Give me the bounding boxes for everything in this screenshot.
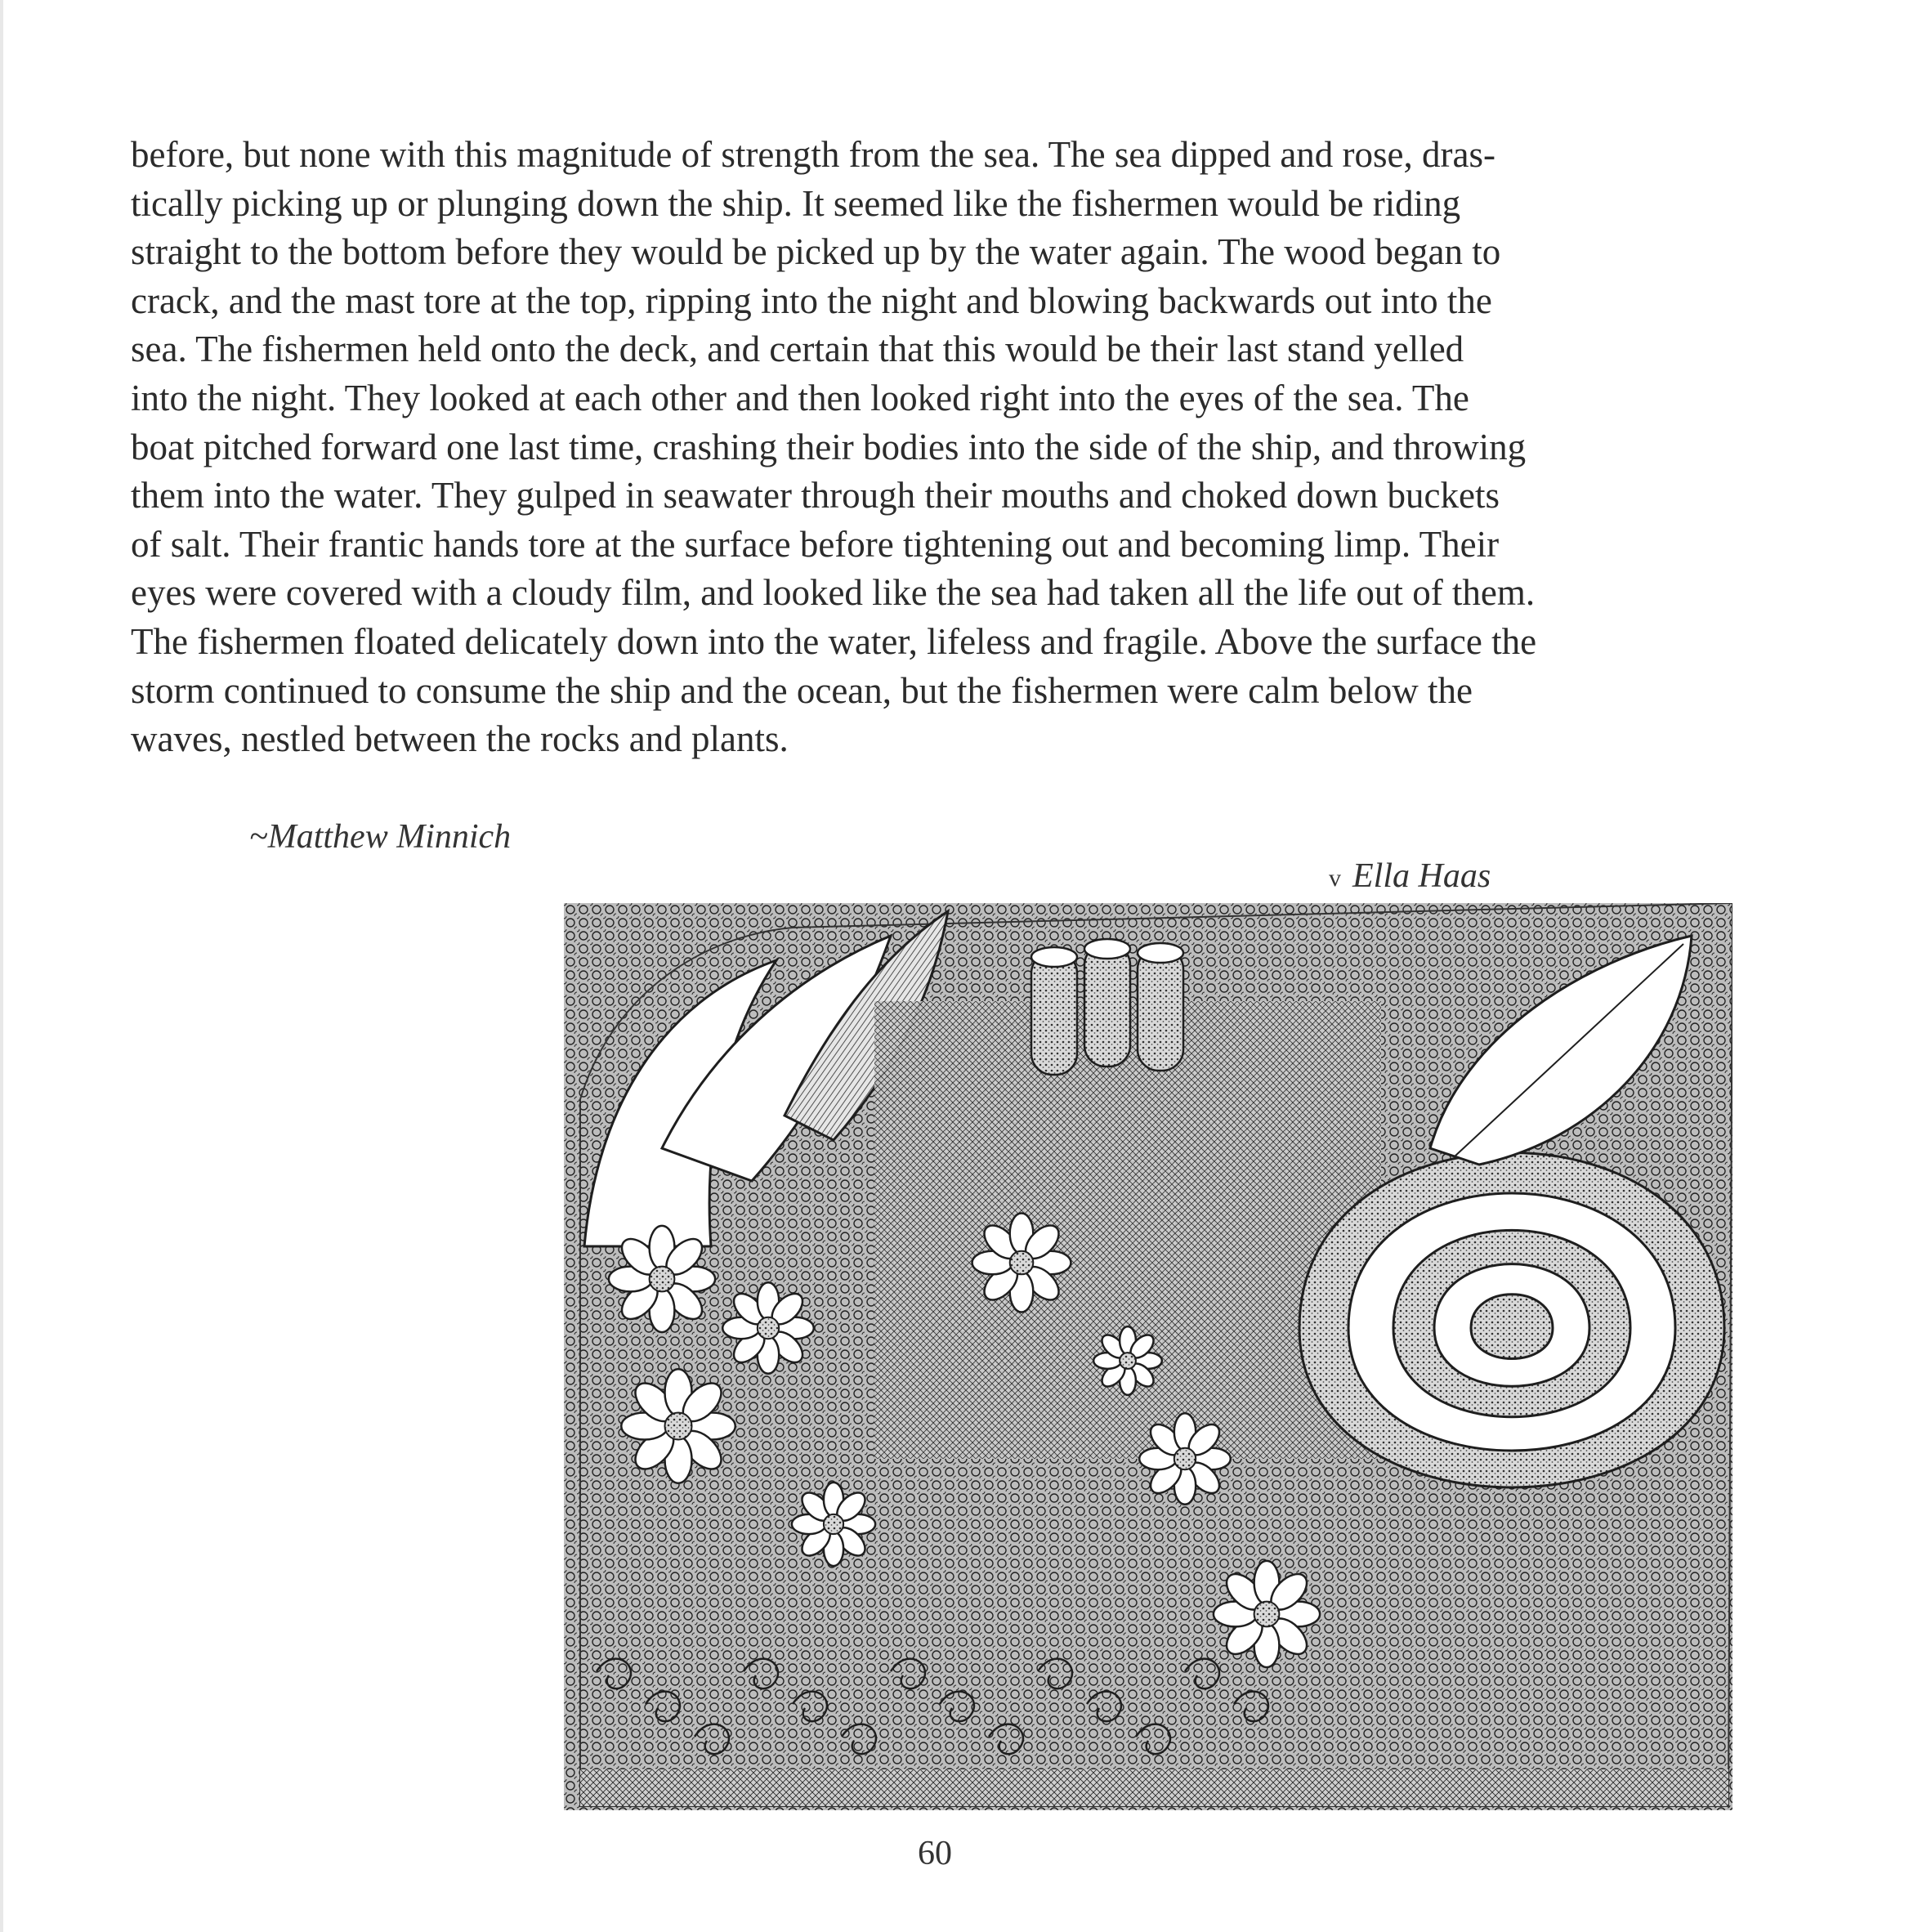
seabed <box>580 1769 1728 1806</box>
story-line: them into the water. They gulped in seawater through their mouths and choked down buckets <box>131 475 1500 517</box>
rose-layer <box>1471 1295 1553 1359</box>
flower-center <box>1174 1448 1196 1469</box>
page-edge <box>0 0 3 1932</box>
artist-name: Ella Haas <box>1352 857 1491 895</box>
page-number: 60 <box>918 1835 952 1872</box>
story-line: straight to the bottom before they would be picked up by the water again. The wood began to <box>131 231 1501 273</box>
story-line: waves, nestled between the rocks and plants. <box>131 718 789 760</box>
story-line: of salt. Their frantic hands tore at the surface before tightening out and becoming limp. Their <box>131 523 1500 565</box>
coral-tube <box>1084 944 1130 1067</box>
coral-tube-top <box>1084 939 1130 959</box>
story-line: crack, and the mast tore at the top, ripping into the night and blowing backwards out into the <box>131 280 1492 321</box>
story-line: boat pitched forward one last time, crashing their bodies into the side of the ship, and throwing <box>131 426 1527 467</box>
artwork-illustration <box>564 903 1732 1810</box>
author-credit: ~Matthew Minnich <box>249 818 512 856</box>
flower-center <box>665 1413 692 1440</box>
artist-mark: v <box>1329 865 1341 892</box>
coral-tube-top <box>1138 943 1183 963</box>
flower-center <box>1010 1251 1034 1275</box>
flower-center <box>1120 1353 1136 1369</box>
story-line: storm continued to consume the ship and the ocean, but the fishermen were calm below the <box>131 669 1473 711</box>
coral-tube <box>1138 948 1183 1071</box>
story-line: before, but none with this magnitude of strength from the sea. The sea dipped and rose, dras- <box>131 134 1495 175</box>
story-line: eyes were covered with a cloudy film, and looked like the sea had taken all the life out of them. <box>131 572 1536 614</box>
flower-center <box>758 1317 779 1339</box>
story-line: tically picking up or plunging down the ship. It seemed like the fishermen would be riding <box>131 182 1461 224</box>
flower-center <box>1254 1602 1280 1627</box>
story-line: into the night. They looked at each other and then looked right into the eyes of the sea. The <box>131 377 1469 418</box>
flower-center <box>650 1267 675 1292</box>
story-line: The fishermen floated delicately down into the water, lifeless and fragile. Above the surface the <box>131 620 1537 662</box>
story-line: sea. The fishermen held onto the deck, and certain that this would be their last stand yelled <box>131 329 1464 370</box>
flower-center <box>824 1514 843 1534</box>
coral-tube <box>1031 952 1077 1075</box>
artist-credit <box>1329 856 1491 896</box>
story-text <box>131 131 1773 764</box>
coral-tube-top <box>1031 947 1077 967</box>
